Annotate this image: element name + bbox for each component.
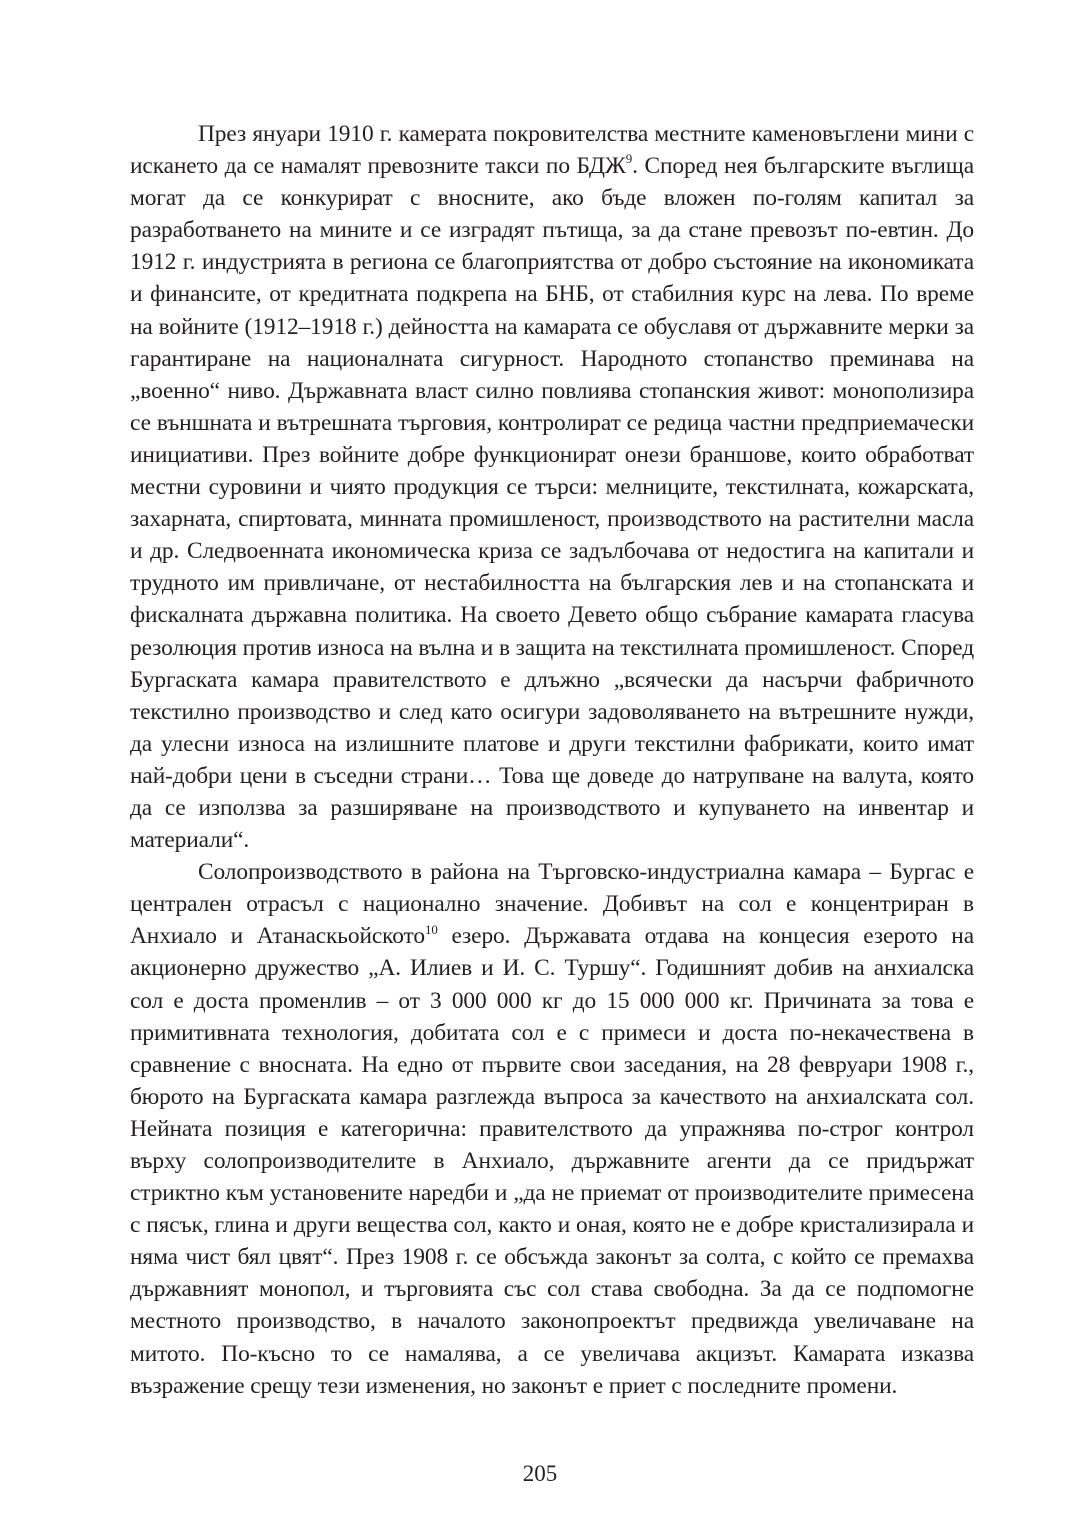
body-text — [130, 118, 974, 1402]
page-number: 205 — [522, 1461, 558, 1486]
paragraph-1-text-b: . Според нея българските въглища могат да се конкурират с вносните, ако бъде вложен по-голям капитал за разработването на мините и се изградят пътища, за да стане превозът по-евтин. До 1912 г. индустрията в региона се благоприятства от добро състояние на икономиката и финансите, от кредитната подкрепа на БНБ, от стабилния курс на лева. По време на войните (1912–1918 г.) дейността на камарата се обуславя от държавните мерки за гарантиране на националната сигурност. Народното стопанство преминава на „военно“ ниво. Държавната власт силно повлиява стопанския живот: монополизира се външната и вътрешната търговия, контролират се редица частни предприемачески инициативи. През войните добре функционират онези браншове, които обработват местни суровини и чиято продукция се търси: мелниците, текстилната, кожарската, захарната, спиртовата, минната промишленост, производството на растителни масла и др. Следвоенната икономическа криза се задълбочава от недостига на капитали и трудното им привличане, от нестабилността на българския лев и на стопанската и фискалната държавна политика. На своето Девето общо събрание камарата гласува резолюция против износа на вълна и в защита на текстилната промишленост. Според Бургаската камара правителството е длъжно „всячески да насърчи фабричното текстилно производство и след като осигури задоволяването на вътрешните нужди, да улесни износа на излишните платове и други текстилни фабрикати, които имат най-добри цени в съседни страни… Това ще доведе до натрупване на валута, която да се използва за разширяване на производството и купуването на инвентар и материали“. — [130, 153, 974, 854]
paragraph-1-text-a: През януари 1910 г. камерата покровителства местните каменовъглени мини с искането да се намалят превозните такси по БДЖ — [130, 121, 974, 180]
paragraph-2-text-a: Солопроизводството в района на Търговско-индустриална камара – Бургас е централен отрасъл с национално значение. Добивът на сол е концентриран в Анхиало и Атанаскьойското — [130, 859, 974, 950]
paragraph-coal-mines — [130, 118, 974, 856]
paragraph-2-text-b: езеро. Държавата отдава на концесия езерото на акционерно дружество „А. Илиев и И. С. Туршу“. Годишният добив на анхиалска сол е доста променлив – от 3 000 000 кг до 15 000 000 кг. Причината за това е примитивната технология, добитата сол е с примеси и доста по-некачествена в сравнение с вносната. На едно от първите свои заседания, на 28 февруари 1908 г., бюрото на Бургаската камара разглежда въпроса за качеството на анхиалската сол. Нейната позиция е категорична: правителството да упражнява по-строг контрол върху солопроизводителите в Анхиало, държавните агенти да се придържат стриктно към установените наредби и „да не приемат от производителите примесена с пясък, глина и други вещества сол, както и оная, която не е добре кристализирала и няма чист бял цвят“. През 1908 г. се обсъжда законът за солта, с който се премахва държавният монопол, и търговията със сол става свободна. За да се подпомогне местното производство, в началото законопроектът предвижда увеличаване на митото. По-късно то се намалява, а се увеличава акцизът. Камарата изказва възражение срещу тези изменения, но законът е приет с последните промени. — [130, 923, 974, 1399]
footnote-ref-10[interactable]: 10 — [424, 921, 438, 937]
footnote-ref-9[interactable]: 9 — [625, 151, 633, 167]
paragraph-salt-production — [130, 856, 974, 1402]
